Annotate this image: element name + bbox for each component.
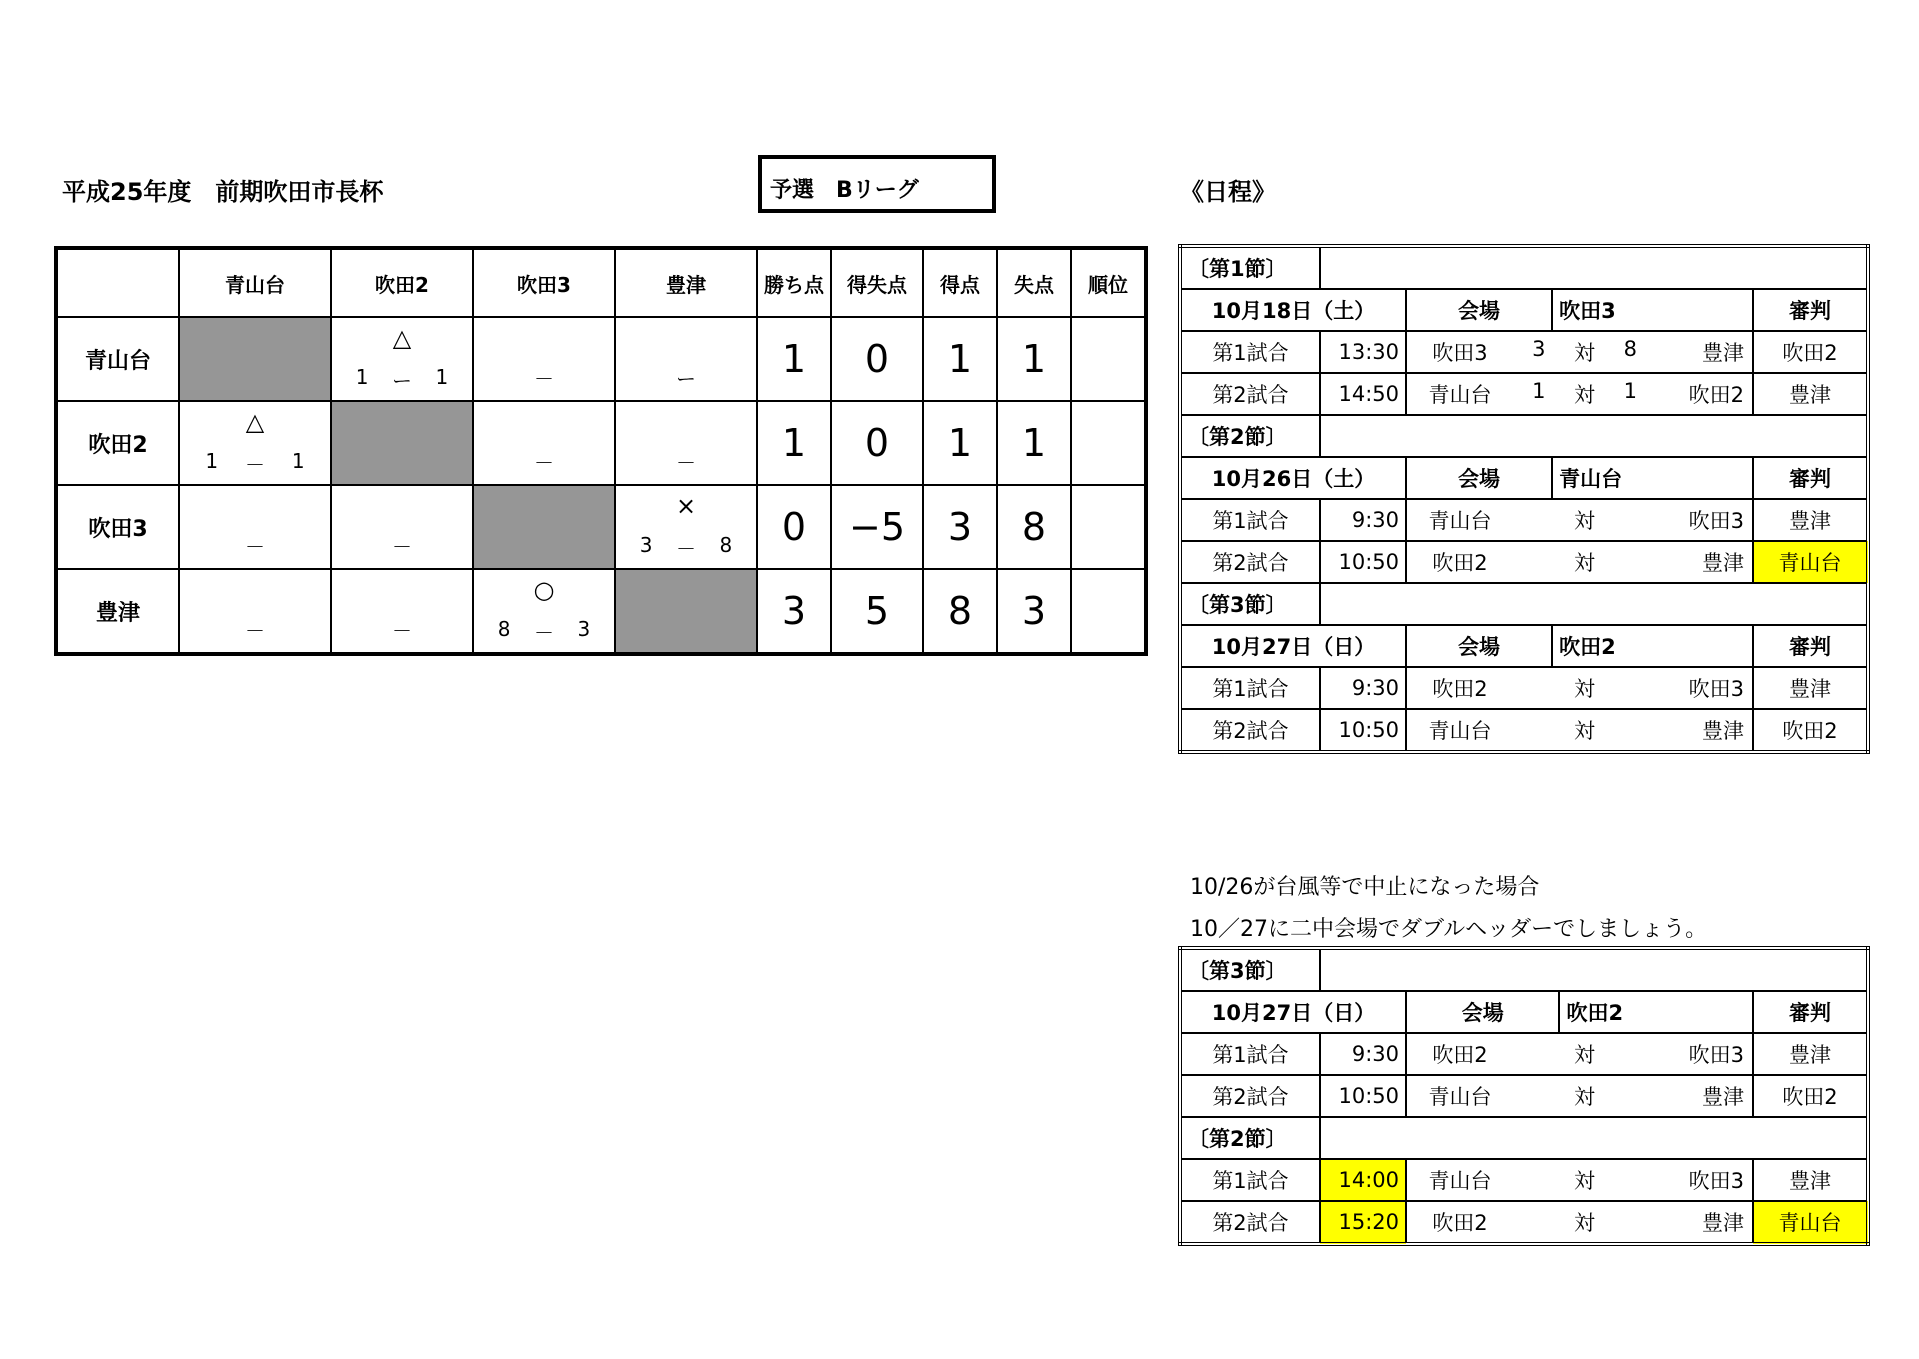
- game-label: 第1試合: [1180, 667, 1320, 709]
- versus: 対: [1574, 383, 1595, 407]
- away-score: [1618, 1081, 1642, 1111]
- standings-header-cell: 豊津: [615, 248, 757, 317]
- away-score: [1618, 547, 1642, 577]
- match-line-wrap: [1407, 715, 1752, 745]
- standings-header-row: [56, 248, 1146, 317]
- standings-table: [54, 246, 1148, 656]
- game-label: 第2試合: [1180, 1201, 1320, 1244]
- away-team: 豊津: [1702, 1085, 1744, 1109]
- home-score: [1527, 1081, 1551, 1111]
- standings-header-cell: 失点: [997, 248, 1071, 317]
- match-line: [1406, 331, 1753, 373]
- away-team: 吹田3: [1688, 509, 1744, 533]
- section-label: 〔第2節〕: [1180, 1117, 1320, 1159]
- away-team: 豊津: [1702, 1211, 1744, 1235]
- match-cell: [615, 569, 757, 654]
- section-blank: [1320, 415, 1868, 457]
- league-label: 予選 Bリーグ: [758, 155, 996, 213]
- schedule-table-main: [1178, 244, 1870, 754]
- home-team: 青山台: [1428, 509, 1492, 533]
- standings-row: [56, 401, 1146, 485]
- home-score: [1527, 1207, 1551, 1237]
- standings-row: [56, 485, 1146, 569]
- referee-team: 豊津: [1753, 667, 1868, 709]
- score-part: 1: [435, 365, 449, 389]
- versus: 対: [1574, 509, 1595, 533]
- match-line: [1406, 1201, 1753, 1244]
- away-team: 豊津: [1702, 551, 1744, 575]
- referee-team: 吹田2: [1753, 1075, 1868, 1117]
- game-label: 第2試合: [1180, 1075, 1320, 1117]
- versus: 対: [1574, 341, 1595, 365]
- match-line: [1406, 1075, 1753, 1117]
- match-cell: [331, 569, 473, 654]
- match-cell: [615, 401, 757, 485]
- home-score: [1527, 673, 1551, 703]
- game-label: 第1試合: [1180, 1159, 1320, 1201]
- match-date: 10月26日（土）: [1180, 457, 1406, 499]
- game-label: 第1試合: [1180, 1033, 1320, 1075]
- match-cell: [473, 401, 615, 485]
- venue-label: 会場: [1406, 457, 1552, 499]
- game-label: 第2試合: [1180, 373, 1320, 415]
- match-date: 10月27日（日）: [1180, 991, 1406, 1033]
- home-team: 青山台: [1428, 1085, 1492, 1109]
- game-label: 第1試合: [1180, 331, 1320, 373]
- away-team: 豊津: [1702, 719, 1744, 743]
- away-score: [1618, 1207, 1642, 1237]
- referee-team: 豊津: [1753, 1159, 1868, 1201]
- away-score: 1: [1623, 379, 1637, 403]
- match-cell: [473, 569, 615, 654]
- standings-header-cell: 勝ち点: [757, 248, 831, 317]
- section-label: 〔第2節〕: [1180, 415, 1320, 457]
- stat-cell: [1071, 317, 1146, 401]
- game-label: 第1試合: [1180, 499, 1320, 541]
- section-blank: [1320, 583, 1868, 625]
- schedule-title: 《日程》: [1180, 178, 1276, 206]
- section-row: [1180, 583, 1868, 625]
- unplayed-mark: －: [534, 451, 554, 475]
- match-cell: [331, 485, 473, 569]
- home-team: 吹田2: [1432, 1211, 1488, 1235]
- date-row: [1180, 289, 1868, 331]
- away-score: 8: [1623, 337, 1637, 361]
- game-row: [1180, 331, 1868, 373]
- score-part: －: [245, 453, 265, 477]
- standings-row: [56, 569, 1146, 654]
- venue-name: 吹田2: [1552, 625, 1753, 667]
- venue-label: 会場: [1406, 991, 1559, 1033]
- section-row: [1180, 415, 1868, 457]
- home-team: 青山台: [1428, 383, 1492, 407]
- standings-header-cell: 青山台: [179, 248, 331, 317]
- match-line-wrap: [1407, 1039, 1752, 1069]
- game-label: 第2試合: [1180, 541, 1320, 583]
- section-row: [1180, 246, 1868, 289]
- referee-team: 豊津: [1753, 373, 1868, 415]
- away-score: [1618, 1165, 1642, 1195]
- match-line: [1406, 1159, 1753, 1201]
- home-team: 青山台: [1428, 1169, 1492, 1193]
- stat-cell: 0: [831, 401, 923, 485]
- standings-header-cell: 得点: [923, 248, 997, 317]
- unplayed-mark: －: [534, 367, 554, 391]
- match-cell: [473, 485, 615, 569]
- referee-label: 審判: [1753, 991, 1868, 1033]
- schedule-table-alternate: [1178, 946, 1870, 1246]
- home-team: 吹田2: [1432, 1043, 1488, 1067]
- score-part: 8: [719, 533, 733, 557]
- date-row: [1180, 457, 1868, 499]
- match-line-wrap: [1407, 337, 1752, 367]
- result-symbol: △: [245, 408, 265, 436]
- unplayed-mark: －: [245, 619, 265, 643]
- match-line: [1406, 373, 1753, 415]
- venue-name: 青山台: [1552, 457, 1753, 499]
- team-name: 豊津: [56, 569, 179, 654]
- match-score: [180, 449, 330, 478]
- away-team: 吹田3: [1688, 1043, 1744, 1067]
- section-label: 〔第3節〕: [1180, 583, 1320, 625]
- home-score: [1527, 547, 1551, 577]
- away-team: 吹田3: [1688, 677, 1744, 701]
- result-symbol: △: [392, 324, 412, 352]
- unplayed-mark: －: [676, 451, 696, 475]
- referee-label: 審判: [1753, 289, 1868, 331]
- venue-label: 会場: [1406, 289, 1552, 331]
- home-team: 吹田2: [1432, 551, 1488, 575]
- unplayed-mark: ー: [676, 367, 696, 391]
- game-row: [1180, 1159, 1868, 1201]
- venue-label: 会場: [1406, 625, 1552, 667]
- referee-team: 豊津: [1753, 1033, 1868, 1075]
- match-cell: [331, 317, 473, 401]
- referee-label: 審判: [1753, 625, 1868, 667]
- stat-cell: 3: [923, 485, 997, 569]
- match-line: [1406, 1033, 1753, 1075]
- score-part: 1: [205, 449, 219, 473]
- standings-header-cell: 吹田3: [473, 248, 615, 317]
- home-score: [1527, 1165, 1551, 1195]
- standings-header-cell: 順位: [1071, 248, 1146, 317]
- result-symbol: ×: [675, 492, 697, 520]
- versus: 対: [1574, 719, 1595, 743]
- away-team: 豊津: [1702, 341, 1744, 365]
- page-title: 平成25年度 前期吹田市長杯: [62, 178, 384, 206]
- section-row: [1180, 948, 1868, 991]
- standings-header-cell: [56, 248, 179, 317]
- away-score: [1618, 715, 1642, 745]
- referee-team: 吹田2: [1753, 331, 1868, 373]
- stat-cell: [1071, 569, 1146, 654]
- score-part: －: [533, 621, 554, 645]
- stat-cell: [1071, 401, 1146, 485]
- section-label: 〔第3節〕: [1180, 948, 1320, 991]
- match-cell: [473, 317, 615, 401]
- section-blank: [1320, 1117, 1868, 1159]
- stat-cell: 1: [757, 317, 831, 401]
- kickoff-time: 13:30: [1320, 331, 1406, 373]
- unplayed-mark: －: [392, 619, 412, 643]
- match-line-wrap: [1407, 673, 1752, 703]
- match-line-wrap: [1407, 379, 1752, 409]
- note-line-2: 10／27に二中会場でダブルヘッダーでしましょう。: [1190, 917, 1708, 942]
- match-line: [1406, 499, 1753, 541]
- match-line-wrap: [1407, 505, 1752, 535]
- stat-cell: 1: [997, 401, 1071, 485]
- match-line-wrap: [1407, 547, 1752, 577]
- stat-cell: 1: [997, 317, 1071, 401]
- home-team: 吹田3: [1432, 341, 1488, 365]
- game-row: [1180, 541, 1868, 583]
- versus: 対: [1574, 1211, 1595, 1235]
- match-cell: [615, 317, 757, 401]
- section-blank: [1320, 948, 1868, 991]
- match-cell: [331, 401, 473, 485]
- date-row: [1180, 991, 1868, 1033]
- home-team: 青山台: [1428, 719, 1492, 743]
- game-row: [1180, 709, 1868, 752]
- match-line: [1406, 709, 1753, 752]
- game-label: 第2試合: [1180, 709, 1320, 752]
- home-score: [1527, 715, 1551, 745]
- away-team: 吹田2: [1688, 383, 1744, 407]
- stat-cell: 5: [831, 569, 923, 654]
- home-score: 1: [1532, 379, 1546, 403]
- match-line-wrap: [1407, 1081, 1752, 1111]
- match-cell: [179, 485, 331, 569]
- referee-label: 審判: [1753, 457, 1868, 499]
- team-name: 青山台: [56, 317, 179, 401]
- match-cell: [179, 401, 331, 485]
- referee-team: 豊津: [1753, 499, 1868, 541]
- match-score: [332, 365, 472, 394]
- stat-cell: 1: [757, 401, 831, 485]
- away-score: [1618, 1039, 1642, 1069]
- kickoff-time: 10:50: [1320, 541, 1406, 583]
- versus: 対: [1574, 677, 1595, 701]
- kickoff-time: 14:00: [1320, 1159, 1406, 1201]
- kickoff-time: 9:30: [1320, 499, 1406, 541]
- stat-cell: [1071, 485, 1146, 569]
- game-row: [1180, 1075, 1868, 1117]
- kickoff-time: 15:20: [1320, 1201, 1406, 1244]
- section-label: 〔第1節〕: [1180, 246, 1320, 289]
- away-score: [1618, 673, 1642, 703]
- match-cell: [179, 569, 331, 654]
- section-blank: [1320, 246, 1868, 289]
- kickoff-time: 10:50: [1320, 1075, 1406, 1117]
- versus: 対: [1574, 1169, 1595, 1193]
- standings-header-cell: 得失点: [831, 248, 923, 317]
- referee-team: 吹田2: [1753, 709, 1868, 752]
- stat-cell: 1: [923, 401, 997, 485]
- match-date: 10月18日（土）: [1180, 289, 1406, 331]
- game-row: [1180, 499, 1868, 541]
- stat-cell: 3: [997, 569, 1071, 654]
- kickoff-time: 9:30: [1320, 1033, 1406, 1075]
- referee-team: 青山台: [1753, 1201, 1868, 1244]
- game-row: [1180, 667, 1868, 709]
- match-score: [474, 617, 614, 646]
- score-part: －: [675, 537, 696, 561]
- kickoff-time: 9:30: [1320, 667, 1406, 709]
- score-part: 3: [639, 533, 653, 557]
- stat-cell: 3: [757, 569, 831, 654]
- date-row: [1180, 625, 1868, 667]
- versus: 対: [1574, 551, 1595, 575]
- kickoff-time: 14:50: [1320, 373, 1406, 415]
- venue-name: 吹田3: [1552, 289, 1753, 331]
- match-line: [1406, 667, 1753, 709]
- game-row: [1180, 1033, 1868, 1075]
- score-part: 8: [497, 617, 511, 641]
- match-cell: [179, 317, 331, 401]
- home-team: 吹田2: [1432, 677, 1488, 701]
- game-row: [1180, 373, 1868, 415]
- versus: 対: [1574, 1043, 1595, 1067]
- unplayed-mark: －: [392, 535, 412, 559]
- away-team: 吹田3: [1688, 1169, 1744, 1193]
- match-line-wrap: [1407, 1165, 1752, 1195]
- venue-name: 吹田2: [1559, 991, 1753, 1033]
- standings-header-cell: 吹田2: [331, 248, 473, 317]
- score-part: 1: [355, 365, 369, 389]
- team-name: 吹田2: [56, 401, 179, 485]
- section-row: [1180, 1117, 1868, 1159]
- versus: 対: [1574, 1085, 1595, 1109]
- note-line-1: 10/26が台風等で中止になった場合: [1190, 875, 1540, 900]
- match-cell: [615, 485, 757, 569]
- away-score: [1618, 505, 1642, 535]
- home-score: [1527, 1039, 1551, 1069]
- stat-cell: −5: [831, 485, 923, 569]
- home-score: 3: [1532, 337, 1546, 361]
- home-score: [1527, 505, 1551, 535]
- stat-cell: 8: [997, 485, 1071, 569]
- kickoff-time: 10:50: [1320, 709, 1406, 752]
- score-part: ー: [391, 369, 412, 393]
- unplayed-mark: －: [245, 535, 265, 559]
- match-line-wrap: [1407, 1207, 1752, 1237]
- team-name: 吹田3: [56, 485, 179, 569]
- match-score: [616, 533, 756, 562]
- match-date: 10月27日（日）: [1180, 625, 1406, 667]
- stat-cell: 1: [923, 317, 997, 401]
- referee-team: 青山台: [1753, 541, 1868, 583]
- result-symbol: ○: [533, 576, 555, 604]
- stat-cell: 0: [757, 485, 831, 569]
- stat-cell: 0: [831, 317, 923, 401]
- score-part: 3: [577, 617, 591, 641]
- stat-cell: 8: [923, 569, 997, 654]
- standings-row: [56, 317, 1146, 401]
- score-part: 1: [291, 449, 305, 473]
- match-line: [1406, 541, 1753, 583]
- game-row: [1180, 1201, 1868, 1244]
